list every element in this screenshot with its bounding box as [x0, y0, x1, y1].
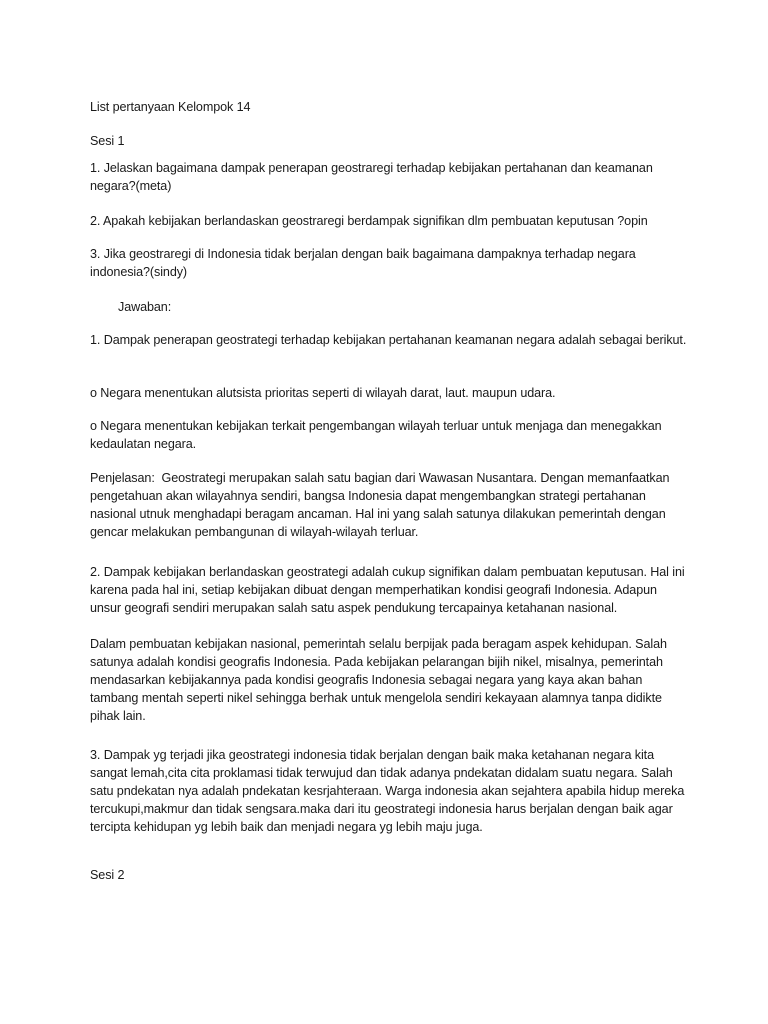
- explanation-text: Geostrategi merupakan salah satu bagian dari Wawasan Nusantara. Dengan memanfaatkan pengetahuan akan wilayahnya sendiri, bangsa Indonesia dapat mengembangkan strategi pertahanan nasional utnuk menghadapi beragam ancaman. Hal ini yang salah satunya dilakukan pemerintah dengan gencar melakukan pembangunan di wilayah-wilayah terluar.: [90, 471, 673, 539]
- session-2-heading: Sesi 2: [90, 868, 125, 882]
- explanation-paragraph: [90, 469, 690, 541]
- question-1: 1. Jelaskan bagaimana dampak penerapan geostraregi terhadap kebijakan pertahanan dan keamanan negara?(meta): [90, 161, 657, 193]
- session-1-heading: Sesi 1: [90, 134, 125, 148]
- answer-1-bullet-2: o Negara menentukan kebijakan terkait pengembangan wilayah terluar untuk menjaga dan menegakkan kedaulatan negara.: [90, 419, 665, 451]
- document-title: List pertanyaan Kelompok 14: [90, 100, 251, 114]
- answer-1-bullet-1: o Negara menentukan alutsista prioritas seperti di wilayah darat, laut. maupun udara.: [90, 386, 556, 400]
- question-2: 2. Apakah kebijakan berlandaskan geostraregi berdampak signifikan dlm pembuatan keputusan ?opin: [90, 214, 648, 228]
- answer-3: 3. Dampak yg terjadi jika geostrategi indonesia tidak berjalan dengan baik maka ketahanan negara kita sangat lemah,cita cita proklamasi tidak terwujud dan tidak adanya pndekatan didalam suatu negara. Salah satu pndekatan nya adalah pndekatan kesrjahteraan. Warga indonesia akan sejahtera apabila hidup mereka tercukupi,makmur dan tidak sengsara.maka dari itu geostrategi indonesia harus berjalan dengan baik agar tercipta kehidupan yg lebih baik dan menjadi negara yg lebih maju juga.: [90, 748, 688, 834]
- explanation-label: Penjelasan:: [90, 471, 155, 485]
- answers-heading: Jawaban:: [118, 300, 172, 314]
- question-3: 3. Jika geostraregi di Indonesia tidak berjalan dengan baik bagaimana dampaknya terhadap negara indonesia?(sindy): [90, 247, 640, 279]
- answer-2-paragraph-2: Dalam pembuatan kebijakan nasional, pemerintah selalu berpijak pada beragam aspek kehidupan. Salah satunya adalah kondisi geografis Indonesia. Pada kebijakan pelarangan bijih nikel, misalnya, pemerintah mendasarkan kebijakannya pada kondisi geografis Indonesia sebagai negara yang kaya akan bahan tambang mentah seperti nikel sehingga berhak untuk mengelola sendiri kekayaan alamnya tanpa didikte pihak lain.: [90, 637, 671, 723]
- answer-1: 1. Dampak penerapan geostrategi terhadap kebijakan pertahanan keamanan negara adalah sebagai berikut.: [90, 333, 687, 347]
- answer-2: 2. Dampak kebijakan berlandaskan geostrategi adalah cukup signifikan dalam pembuatan keputusan. Hal ini karena pada hal ini, setiap kebijakan dibuat dengan memperhatikan kondisi geografi Indonesia. Adapun unsur geografi sendiri merupakan salah satu aspek pendukung tercapainya ketahanan nasional.: [90, 565, 688, 615]
